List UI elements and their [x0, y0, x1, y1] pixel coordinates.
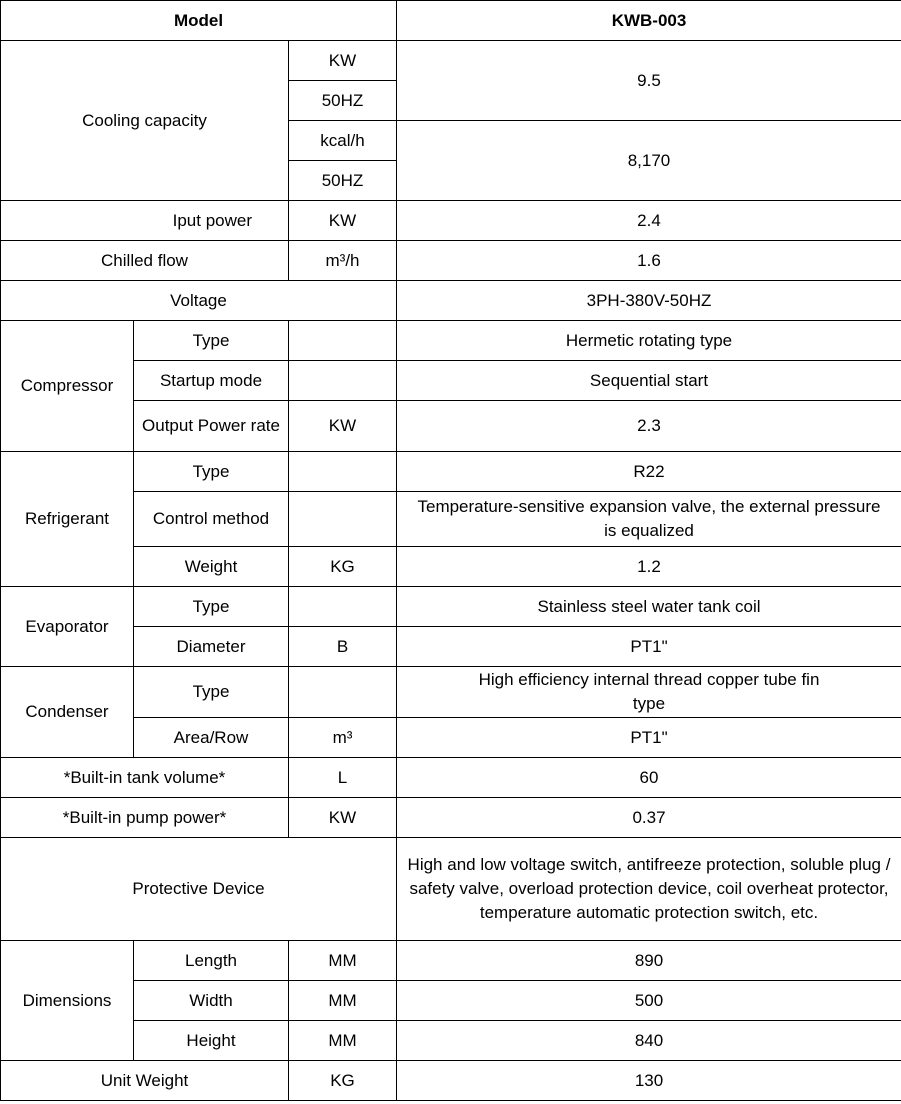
protective-device-label: Protective Device — [1, 838, 397, 941]
unit-weight-value: 130 — [397, 1061, 901, 1101]
protective-device-value: High and low voltage switch, antifreeze protection, soluble plug / safety valve, overload protection device, coil overheat protector, temperature automatic protection switch, etc. — [397, 838, 901, 941]
compressor-startup-label: Startup mode — [134, 361, 289, 401]
compressor-startup-value: Sequential start — [397, 361, 901, 401]
evaporator-type-value: Stainless steel water tank coil — [397, 587, 901, 627]
table-row-protective-device — [1, 838, 901, 941]
table-row-compressor-type — [1, 321, 901, 361]
chilled-flow-label: Chilled flow — [1, 241, 289, 281]
condenser-label: Condenser — [1, 667, 134, 758]
dimensions-length-value: 890 — [397, 941, 901, 981]
table-row-dimensions-height — [1, 1021, 901, 1061]
cooling-unit-kcal: kcal/h — [289, 121, 397, 161]
condenser-type-unit — [289, 667, 397, 718]
table-row-refrigerant-weight — [1, 547, 901, 587]
cooling-freq-1: 50HZ — [289, 81, 397, 121]
model-value: KWB-003 — [397, 1, 901, 41]
table-row-evaporator-type — [1, 587, 901, 627]
tank-volume-label: *Built-in tank volume* — [1, 758, 289, 798]
condenser-area-value: PT1" — [397, 718, 901, 758]
compressor-type-label: Type — [134, 321, 289, 361]
evaporator-diameter-value: PT1" — [397, 627, 901, 667]
chilled-flow-value: 1.6 — [397, 241, 901, 281]
compressor-output-label: Output Power rate — [134, 401, 289, 452]
table-row-condenser-type — [1, 667, 901, 718]
dimensions-length-label: Length — [134, 941, 289, 981]
pump-power-value: 0.37 — [397, 798, 901, 838]
refrigerant-type-unit — [289, 452, 397, 492]
cooling-freq-2: 50HZ — [289, 161, 397, 201]
condenser-type-label: Type — [134, 667, 289, 718]
compressor-type-unit — [289, 321, 397, 361]
cooling-value-kcal: 8,170 — [397, 121, 901, 201]
compressor-output-value: 2.3 — [397, 401, 901, 452]
refrigerant-control-unit — [289, 492, 397, 547]
evaporator-diameter-unit: B — [289, 627, 397, 667]
cooling-capacity-label: Cooling capacity — [1, 41, 289, 201]
condenser-type-value: High efficiency internal thread copper tube fin type — [397, 667, 901, 718]
refrigerant-label: Refrigerant — [1, 452, 134, 587]
dimensions-height-label: Height — [134, 1021, 289, 1061]
dimensions-height-unit: MM — [289, 1021, 397, 1061]
refrigerant-weight-unit: KG — [289, 547, 397, 587]
model-label: Model — [1, 1, 397, 41]
chilled-flow-unit: m³/h — [289, 241, 397, 281]
input-power-label: Iput power — [1, 201, 289, 241]
dimensions-width-label: Width — [134, 981, 289, 1021]
table-row-refrigerant-type — [1, 452, 901, 492]
condenser-area-label: Area/Row — [134, 718, 289, 758]
table-row-compressor-output — [1, 401, 901, 452]
unit-weight-label: Unit Weight — [1, 1061, 289, 1101]
table-row-model — [1, 1, 901, 41]
table-row-voltage — [1, 281, 901, 321]
compressor-output-unit: KW — [289, 401, 397, 452]
compressor-type-value: Hermetic rotating type — [397, 321, 901, 361]
refrigerant-type-value: R22 — [397, 452, 901, 492]
table-row-compressor-startup — [1, 361, 901, 401]
table-row-unit-weight — [1, 1061, 901, 1101]
input-power-value: 2.4 — [397, 201, 901, 241]
evaporator-label: Evaporator — [1, 587, 134, 667]
pump-power-label: *Built-in pump power* — [1, 798, 289, 838]
table-row-condenser-area — [1, 718, 901, 758]
cooling-unit-kw: KW — [289, 41, 397, 81]
dimensions-label: Dimensions — [1, 941, 134, 1061]
evaporator-diameter-label: Diameter — [134, 627, 289, 667]
condenser-area-unit: m³ — [289, 718, 397, 758]
unit-weight-unit: KG — [289, 1061, 397, 1101]
tank-volume-unit: L — [289, 758, 397, 798]
voltage-label: Voltage — [1, 281, 397, 321]
table-row-tank-volume — [1, 758, 901, 798]
dimensions-width-value: 500 — [397, 981, 901, 1021]
table-row-refrigerant-control — [1, 492, 901, 547]
table-row-dimensions-length — [1, 941, 901, 981]
pump-power-unit: KW — [289, 798, 397, 838]
table-row-evaporator-diameter — [1, 627, 901, 667]
voltage-value: 3PH-380V-50HZ — [397, 281, 901, 321]
input-power-unit: KW — [289, 201, 397, 241]
evaporator-type-unit — [289, 587, 397, 627]
refrigerant-weight-label: Weight — [134, 547, 289, 587]
refrigerant-control-value: Temperature-sensitive expansion valve, the external pressure is equalized — [397, 492, 901, 547]
table-row-pump-power — [1, 798, 901, 838]
dimensions-width-unit: MM — [289, 981, 397, 1021]
table-row-chilled-flow — [1, 241, 901, 281]
dimensions-height-value: 840 — [397, 1021, 901, 1061]
compressor-label: Compressor — [1, 321, 134, 452]
evaporator-type-label: Type — [134, 587, 289, 627]
refrigerant-type-label: Type — [134, 452, 289, 492]
compressor-startup-unit — [289, 361, 397, 401]
tank-volume-value: 60 — [397, 758, 901, 798]
table-row-cooling-1 — [1, 41, 901, 81]
cooling-value-kw: 9.5 — [397, 41, 901, 121]
refrigerant-weight-value: 1.2 — [397, 547, 901, 587]
dimensions-length-unit: MM — [289, 941, 397, 981]
table-row-input-power — [1, 201, 901, 241]
table-row-dimensions-width — [1, 981, 901, 1021]
refrigerant-control-label: Control method — [134, 492, 289, 547]
